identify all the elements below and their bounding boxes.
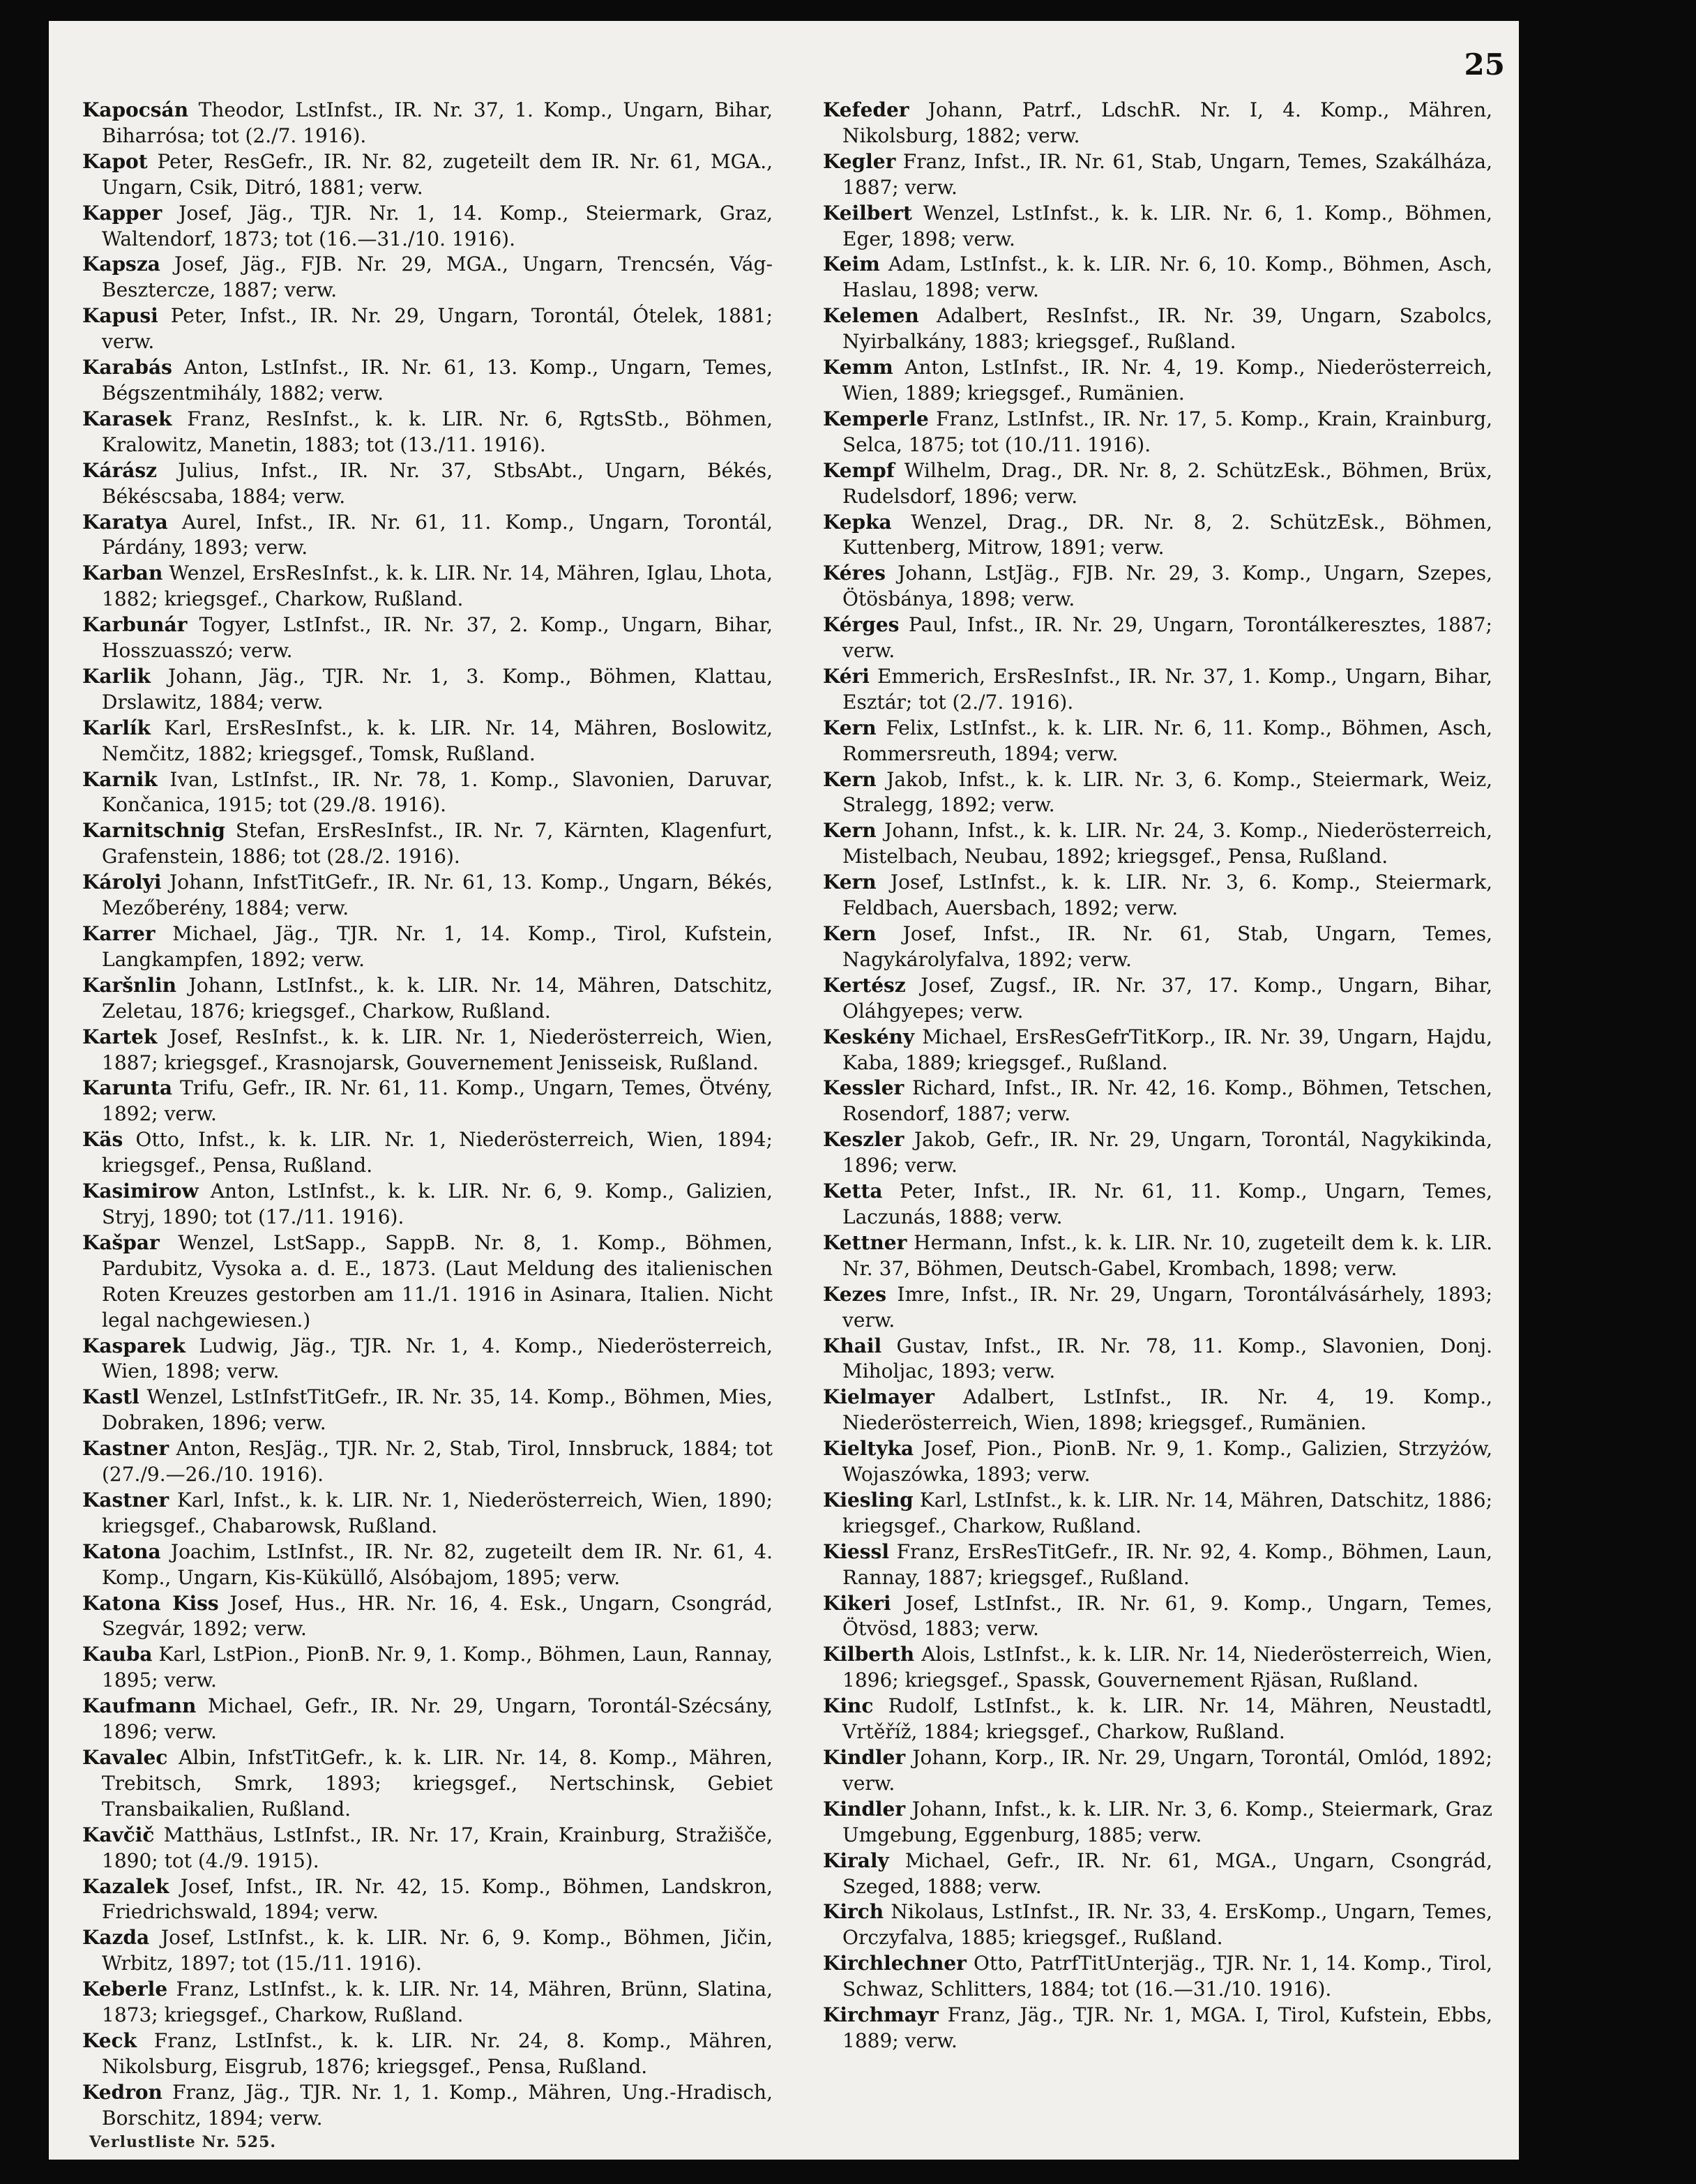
entry-surname: Khail <box>823 1334 882 1357</box>
entry-surname: Kemperle <box>823 407 929 430</box>
entry-surname: Karabás <box>82 356 172 379</box>
list-entry <box>823 407 1492 458</box>
list-entry <box>82 1127 773 1179</box>
entry-surname: Károlyi <box>82 871 162 894</box>
entry-surname: Keilbert <box>823 201 912 225</box>
entry-details: Ivan, LstInfst., IR. Nr. 78, 1. Komp., Slavonien, Daruvar, Končanica, 1915; tot (29./8. 1916). <box>102 767 773 817</box>
entry-details: Josef, Pion., PionB. Nr. 9, 1. Komp., Galizien, Strzyżów, Wojaszówka, 1893; verw. <box>842 1437 1492 1486</box>
list-entry <box>82 1179 773 1230</box>
entry-details: Josef, LstInfst., k. k. LIR. Nr. 6, 9. Komp., Böhmen, Jičin, Wrbitz, 1897; tot (15./11. 1916). <box>102 1926 773 1975</box>
list-entry <box>82 1539 773 1591</box>
list-entry <box>823 252 1492 303</box>
entry-surname: Kessler <box>823 1076 904 1100</box>
entry-details: Imre, Infst., IR. Nr. 29, Ungarn, Torontálvásárhely, 1893; verw. <box>842 1282 1492 1332</box>
entry-details: Aurel, Infst., IR. Nr. 61, 11. Komp., Ungarn, Torontál, Párdány, 1893; verw. <box>102 510 773 559</box>
entry-details: Wenzel, LstSapp., SappB. Nr. 8, 1. Komp., Böhmen, Pardubitz, Vysoka a. d. E., 1873. (Laut Meldung des italienischen Roten Kreuzes gestorben am 11./1. 1916 in Asinara, Italien. Nicht legal nachgewiesen.) <box>102 1230 773 1332</box>
list-entry <box>823 1694 1492 1745</box>
entry-details: Franz, Jäg., TJR. Nr. 1, MGA. I, Tirol, Kufstein, Ebbs, 1889; verw. <box>842 2003 1492 2052</box>
entry-surname: Karlík <box>82 716 151 739</box>
entry-surname: Kastner <box>82 1488 169 1512</box>
entry-surname: Keberle <box>82 1978 168 2001</box>
entry-surname: Kelemen <box>823 304 919 328</box>
entry-details: Wenzel, ErsResInfst., k. k. LIR. Nr. 14, Mähren, Iglau, Lhota, 1882; kriegsgef., Charkow, Rußland. <box>102 562 773 611</box>
list-entry <box>823 1848 1492 1900</box>
list-entry <box>823 1539 1492 1591</box>
entry-details: Joachim, LstInfst., IR. Nr. 82, zugeteilt dem IR. Nr. 61, 4. Komp., Ungarn, Kis-Küküllő, Alsóbajom, 1895; verw. <box>102 1539 773 1589</box>
list-entry <box>823 612 1492 664</box>
list-entry <box>823 716 1492 767</box>
entry-details: Nikolaus, LstInfst., IR. Nr. 33, 4. ErsKomp., Ungarn, Temes, Orczyfalva, 1885; kriegsgef., Rußland. <box>842 1900 1492 1950</box>
entry-details: Felix, LstInfst., k. k. LIR. Nr. 6, 11. Komp., Böhmen, Asch, Rommersreuth, 1894; verw. <box>842 716 1492 765</box>
entry-surname: Kirch <box>823 1900 884 1924</box>
entry-details: Johann, Infst., k. k. LIR. Nr. 24, 3. Komp., Niederösterreich, Mistelbach, Neubau, 1892; kriegsgef., Pensa, Rußland. <box>842 819 1492 868</box>
entry-surname: Kern <box>823 767 877 791</box>
entry-surname: Keck <box>82 2028 137 2052</box>
entry-surname: Kéri <box>823 664 870 688</box>
entry-details: Rudolf, LstInfst., k. k. LIR. Nr. 14, Mähren, Neustadtl, Vrtěříž, 1884; kriegsgef., Charkow, Rußland. <box>842 1694 1492 1744</box>
left-column <box>82 98 773 2132</box>
entry-details: Karl, LstPion., PionB. Nr. 9, 1. Komp., Böhmen, Laun, Rannay, 1895; verw. <box>102 1643 773 1692</box>
list-entry <box>823 1951 1492 2003</box>
list-entry <box>82 1925 773 1977</box>
entry-details: Josef, LstInfst., k. k. LIR. Nr. 3, 6. Komp., Steiermark, Feldbach, Auersbach, 1892; verw. <box>842 871 1492 920</box>
entry-surname: Kérges <box>823 613 900 637</box>
entry-surname: Kauba <box>82 1643 153 1666</box>
entry-details: Jakob, Infst., k. k. LIR. Nr. 3, 6. Komp., Steiermark, Weiz, Stralegg, 1892; verw. <box>842 767 1492 817</box>
list-entry <box>823 1745 1492 1797</box>
entry-details: Trifu, Gefr., IR. Nr. 61, 11. Komp., Ungarn, Temes, Ötvény, 1892; verw. <box>102 1076 773 1126</box>
entry-surname: Kirchlechner <box>823 1952 967 1975</box>
list-entry <box>82 303 773 355</box>
list-entry <box>823 1385 1492 1436</box>
entry-surname: Karunta <box>82 1076 173 1100</box>
entry-surname: Karbunár <box>82 613 188 637</box>
list-entry <box>82 2080 773 2132</box>
list-entry <box>82 561 773 612</box>
entry-details: Peter, Infst., IR. Nr. 61, 11. Komp., Ungarn, Temes, Laczunás, 1888; verw. <box>842 1180 1492 1228</box>
entry-details: Alois, LstInfst., k. k. LIR. Nr. 14, Niederösterreich, Wien, 1896; kriegsgef., Spassk, Gouvernement Rjäsan, Rußland. <box>842 1643 1492 1692</box>
entry-details: Josef, Infst., IR. Nr. 61, Stab, Ungarn, Temes, Nagykárolyfalva, 1892; verw. <box>842 922 1492 971</box>
list-entry <box>823 98 1492 149</box>
list-entry <box>82 2028 773 2080</box>
entry-details: Adalbert, LstInfst., IR. Nr. 4, 19. Komp., Niederösterreich, Wien, 1898; kriegsgef., Rumänien. <box>842 1385 1492 1435</box>
entry-surname: Kilberth <box>823 1643 915 1666</box>
list-entry <box>82 1591 773 1643</box>
entry-surname: Kéres <box>823 562 886 585</box>
list-entry <box>82 1823 773 1874</box>
entry-surname: Keskény <box>823 1025 915 1048</box>
entry-details: Josef, Jäg., TJR. Nr. 1, 14. Komp., Steiermark, Graz, Waltendorf, 1873; tot (16.—31./10. 1916). <box>102 201 773 250</box>
list-entry <box>823 561 1492 612</box>
entry-surname: Kemm <box>823 356 893 379</box>
entry-details: Emmerich, ErsResInfst., IR. Nr. 37, 1. Komp., Ungarn, Bihar, Esztár; tot (2./7. 1916). <box>842 664 1492 714</box>
entry-surname: Kindler <box>823 1746 906 1769</box>
entry-details: Stefan, ErsResInfst., IR. Nr. 7, Kärnten, Klagenfurt, Grafenstein, 1886; tot (28./2. 1916). <box>102 819 773 868</box>
list-entry <box>823 1127 1492 1179</box>
list-entry <box>82 973 773 1025</box>
entry-details: Albin, InfstTitGefr., k. k. LIR. Nr. 14, 8. Komp., Mähren, Trebitsch, Smrk, 1893; kriegsgef., Nertschinsk, Gebiet Transbaikalien, Rußland. <box>102 1746 773 1821</box>
entry-surname: Kertész <box>823 973 906 997</box>
entry-details: Franz, Infst., IR. Nr. 61, Stab, Ungarn, Temes, Szakálháza, 1887; verw. <box>842 149 1492 199</box>
entry-details: Johann, Patrf., LdschR. Nr. I, 4. Komp., Mähren, Nikolsburg, 1882; verw. <box>842 98 1492 147</box>
entry-details: Karl, LstInfst., k. k. LIR. Nr. 14, Mähren, Datschitz, 1886; kriegsgef., Charkow, Rußland. <box>842 1488 1492 1537</box>
entry-details: Josef, Jäg., FJB. Nr. 29, MGA., Ungarn, Trencsén, Vág-Besztercze, 1887; verw. <box>102 253 773 302</box>
entry-details: Anton, ResJäg., TJR. Nr. 2, Stab, Tirol, Innsbruck, 1884; tot (27./9.—26./10. 1916). <box>102 1437 773 1486</box>
list-entry <box>823 303 1492 355</box>
entry-details: Otto, Infst., k. k. LIR. Nr. 1, Niederösterreich, Wien, 1894; kriegsgef., Pensa, Rußland. <box>102 1128 773 1177</box>
entry-surname: Kazalek <box>82 1874 169 1898</box>
list-entry <box>82 201 773 253</box>
entry-details: Anton, LstInfst., IR. Nr. 61, 13. Komp., Ungarn, Temes, Bégszentmihály, 1882; verw. <box>102 356 773 405</box>
list-entry <box>82 252 773 303</box>
entry-surname: Kindler <box>823 1797 906 1821</box>
entry-surname: Karatya <box>82 510 168 534</box>
entry-surname: Kefeder <box>823 98 909 121</box>
entry-details: Johann, Korp., IR. Nr. 29, Ungarn, Torontál, Omlód, 1892; verw. <box>842 1746 1492 1795</box>
entry-surname: Karnik <box>82 767 158 791</box>
document-page <box>49 21 1519 2160</box>
entry-surname: Kaufmann <box>82 1694 197 1718</box>
entry-surname: Karban <box>82 562 163 585</box>
list-entry <box>82 1385 773 1436</box>
list-entry <box>82 612 773 664</box>
entry-details: Josef, Hus., HR. Nr. 16, 4. Esk., Ungarn, Csongrád, Szegvár, 1892; verw. <box>102 1591 773 1641</box>
entry-details: Michael, Gefr., IR. Nr. 29, Ungarn, Torontál-Szécsány, 1896; verw. <box>102 1694 773 1744</box>
page-number: 25 <box>1464 47 1505 82</box>
entry-surname: Kastl <box>82 1385 139 1409</box>
entry-surname: Kielmayer <box>823 1385 935 1409</box>
list-entry <box>823 201 1492 253</box>
list-entry <box>823 458 1492 510</box>
entry-surname: Kartek <box>82 1025 158 1048</box>
list-entry <box>823 1334 1492 1385</box>
list-entry <box>82 818 773 870</box>
entry-surname: Kieltyka <box>823 1437 914 1461</box>
entry-details: Josef, LstInfst., IR. Nr. 61, 9. Komp., Ungarn, Temes, Ötvösd, 1883; verw. <box>842 1591 1492 1641</box>
entry-details: Franz, ResInfst., k. k. LIR. Nr. 6, RgtsStb., Böhmen, Kralowitz, Manetin, 1883; tot (13./11. 1916). <box>102 407 773 456</box>
entry-details: Johann, InfstTitGefr., IR. Nr. 61, 13. Komp., Ungarn, Békés, Mezőberény, 1884; verw. <box>102 871 773 920</box>
entry-details: Julius, Infst., IR. Nr. 37, StbsAbt., Ungarn, Békés, Békéscsaba, 1884; verw. <box>102 458 773 508</box>
entry-details: Ludwig, Jäg., TJR. Nr. 1, 4. Komp., Niederösterreich, Wien, 1898; verw. <box>102 1334 773 1383</box>
footer-note: Verlustliste Nr. 525. <box>89 2133 277 2151</box>
entry-surname: Kern <box>823 716 877 739</box>
entry-surname: Käs <box>82 1128 123 1152</box>
list-entry <box>82 716 773 767</box>
entry-surname: Karnitschnig <box>82 819 225 843</box>
list-entry <box>82 1230 773 1334</box>
entry-surname: Kirchmayr <box>823 2003 939 2027</box>
entry-details: Togyer, LstInfst., IR. Nr. 37, 2. Komp., Ungarn, Bihar, Hosszuasszó; verw. <box>102 613 773 663</box>
entry-surname: Kepka <box>823 510 892 534</box>
entry-surname: Kegler <box>823 149 896 173</box>
list-entry <box>823 355 1492 407</box>
entry-surname: Kapocsán <box>82 98 189 121</box>
list-entry <box>82 1076 773 1127</box>
list-entry <box>823 1436 1492 1488</box>
entry-surname: Kiraly <box>823 1848 889 1872</box>
list-entry <box>82 1874 773 1926</box>
entry-surname: Kasparek <box>82 1334 186 1357</box>
list-entry <box>82 149 773 201</box>
entry-surname: Kiessl <box>823 1539 889 1563</box>
entry-surname: Karrer <box>82 922 156 945</box>
list-entry <box>82 355 773 407</box>
entry-surname: Kiesling <box>823 1488 914 1512</box>
list-entry <box>82 1745 773 1823</box>
list-entry <box>82 870 773 921</box>
entry-surname: Kavalec <box>82 1746 168 1769</box>
entry-surname: Kezes <box>823 1282 887 1306</box>
entry-details: Michael, Gefr., IR. Nr. 61, MGA., Ungarn, Csongrád, Szeged, 1888; verw. <box>842 1848 1492 1898</box>
list-entry <box>823 1025 1492 1076</box>
list-entry <box>823 664 1492 716</box>
list-entry <box>82 921 773 973</box>
right-column <box>823 98 1492 2054</box>
list-entry <box>82 1436 773 1488</box>
entry-details: Michael, Jäg., TJR. Nr. 1, 14. Komp., Tirol, Kufstein, Langkampfen, 1892; verw. <box>102 922 773 971</box>
list-entry <box>82 407 773 458</box>
entry-details: Anton, LstInfst., IR. Nr. 4, 19. Komp., Niederösterreich, Wien, 1889; kriegsgef., Rumänien. <box>842 356 1492 405</box>
list-entry <box>823 1282 1492 1334</box>
list-entry <box>82 98 773 149</box>
entry-details: Michael, ErsResGefrTitKorp., IR. Nr. 39, Ungarn, Hajdu, Kaba, 1889; kriegsgef., Rußland. <box>842 1025 1492 1074</box>
list-entry <box>82 1977 773 2028</box>
list-entry <box>823 921 1492 973</box>
entry-surname: Kazda <box>82 1926 150 1950</box>
list-entry <box>823 149 1492 201</box>
entry-surname: Kapusi <box>82 304 158 328</box>
entry-surname: Ketta <box>823 1180 883 1203</box>
list-entry <box>823 1230 1492 1282</box>
list-entry <box>82 1488 773 1539</box>
entry-surname: Kapot <box>82 149 148 173</box>
entry-details: Peter, ResGefr., IR. Nr. 82, zugeteilt dem IR. Nr. 61, MGA., Ungarn, Csik, Ditró, 1881; verw. <box>102 149 773 199</box>
entry-details: Theodor, LstInfst., IR. Nr. 37, 1. Komp., Ungarn, Bihar, Biharrósa; tot (2./7. 1916). <box>102 98 773 147</box>
list-entry <box>823 1642 1492 1694</box>
entry-details: Matthäus, LstInfst., IR. Nr. 17, Krain, Krainburg, Stražišče, 1890; tot (4./9. 1915). <box>102 1823 773 1872</box>
list-entry <box>82 458 773 510</box>
entry-details: Peter, Infst., IR. Nr. 29, Ungarn, Torontál, Ótelek, 1881; verw. <box>102 304 773 354</box>
entry-surname: Karšnlin <box>82 973 176 997</box>
entry-surname: Kapsza <box>82 253 160 276</box>
entry-details: Wenzel, Drag., DR. Nr. 8, 2. SchützEsk., Böhmen, Kuttenberg, Mitrow, 1891; verw. <box>842 510 1492 559</box>
entry-details: Josef, Zugsf., IR. Nr. 37, 17. Komp., Ungarn, Bihar, Oláhgyepes; verw. <box>842 973 1492 1023</box>
list-entry <box>82 1334 773 1385</box>
entry-details: Otto, PatrfTitUnterjäg., TJR. Nr. 1, 14. Komp., Tirol, Schwaz, Schlitters, 1884; tot (16.—31./10. 1916). <box>842 1952 1492 2001</box>
entry-details: Franz, Jäg., TJR. Nr. 1, 1. Komp., Mähren, Ung.-Hradisch, Borschitz, 1894; verw. <box>102 2080 773 2130</box>
entry-surname: Kern <box>823 871 877 894</box>
list-entry <box>82 767 773 819</box>
entry-details: Josef, Infst., IR. Nr. 42, 15. Komp., Böhmen, Landskron, Friedrichswald, 1894; verw. <box>102 1874 773 1924</box>
entry-surname: Kavčič <box>82 1823 155 1846</box>
list-entry <box>823 1488 1492 1539</box>
entry-surname: Katona Kiss <box>82 1591 219 1615</box>
entry-surname: Karlik <box>82 664 151 688</box>
entry-details: Wenzel, LstInfst., k. k. LIR. Nr. 6, 1. Komp., Böhmen, Eger, 1898; verw. <box>842 201 1492 250</box>
entry-surname: Kern <box>823 819 877 843</box>
entry-details: Paul, Infst., IR. Nr. 29, Ungarn, Torontálkeresztes, 1887; verw. <box>842 613 1492 663</box>
entry-details: Karl, Infst., k. k. LIR. Nr. 1, Niederösterreich, Wien, 1890; kriegsgef., Chabarowsk, Rußland. <box>102 1488 773 1537</box>
entry-surname: Kastner <box>82 1437 169 1461</box>
entry-surname: Karasek <box>82 407 172 430</box>
list-entry <box>823 1076 1492 1127</box>
entry-surname: Kern <box>823 922 877 945</box>
list-entry <box>82 510 773 562</box>
entry-details: Richard, Infst., IR. Nr. 42, 16. Komp., Böhmen, Tetschen, Rosendorf, 1887; verw. <box>842 1076 1492 1126</box>
entry-surname: Kasimirow <box>82 1180 199 1203</box>
list-entry <box>82 664 773 716</box>
entry-details: Gustav, Infst., IR. Nr. 78, 11. Komp., Slavonien, Donj. Miholjac, 1893; verw. <box>842 1334 1492 1383</box>
entry-details: Wenzel, LstInfstTitGefr., IR. Nr. 35, 14. Komp., Böhmen, Mies, Dobraken, 1896; verw. <box>102 1385 773 1435</box>
entry-details: Johann, LstInfst., k. k. LIR. Nr. 14, Mähren, Datschitz, Zeletau, 1876; kriegsgef., Charkow, Rußland. <box>102 973 773 1023</box>
list-entry <box>823 1899 1492 1951</box>
list-entry <box>82 1642 773 1694</box>
list-entry <box>823 2003 1492 2054</box>
entry-details: Johann, Infst., k. k. LIR. Nr. 3, 6. Komp., Steiermark, Graz Umgebung, Eggenburg, 1885; verw. <box>842 1797 1492 1846</box>
entry-surname: Kempf <box>823 458 895 482</box>
entry-details: Hermann, Infst., k. k. LIR. Nr. 10, zugeteilt dem k. k. LIR. Nr. 37, Böhmen, Deutsch-Gabel, Krombach, 1898; verw. <box>842 1230 1492 1280</box>
entry-surname: Kettner <box>823 1230 907 1254</box>
entry-details: Jakob, Gefr., IR. Nr. 29, Ungarn, Torontál, Nagykikinda, 1896; verw. <box>842 1128 1492 1177</box>
list-entry <box>82 1694 773 1745</box>
list-entry <box>823 1797 1492 1848</box>
entry-surname: Kárász <box>82 458 158 482</box>
entry-details: Adalbert, ResInfst., IR. Nr. 39, Ungarn, Szabolcs, Nyirbalkány, 1883; kriegsgef., Rußland. <box>842 304 1492 354</box>
entry-details: Josef, ResInfst., k. k. LIR. Nr. 1, Niederösterreich, Wien, 1887; kriegsgef., Krasnojarsk, Gouvernement Jenisseisk, Rußland. <box>102 1025 773 1074</box>
list-entry <box>823 973 1492 1025</box>
entry-details: Adam, LstInfst., k. k. LIR. Nr. 6, 10. Komp., Böhmen, Asch, Haslau, 1898; verw. <box>842 253 1492 302</box>
entry-surname: Kikeri <box>823 1591 891 1615</box>
entry-details: Franz, ErsResTitGefr., IR. Nr. 92, 4. Komp., Böhmen, Laun, Rannay, 1887; kriegsgef., Rußland. <box>842 1539 1492 1589</box>
entry-details: Franz, LstInfst., k. k. LIR. Nr. 14, Mähren, Brünn, Slatina, 1873; kriegsgef., Charkow, Rußland. <box>102 1978 773 2027</box>
entry-surname: Kinc <box>823 1694 874 1718</box>
entry-details: Franz, LstInfst., IR. Nr. 17, 5. Komp., Krain, Krainburg, Selca, 1875; tot (10./11. 1916). <box>842 407 1492 456</box>
list-entry <box>823 818 1492 870</box>
entry-surname: Kedron <box>82 2080 162 2104</box>
entry-details: Karl, ErsResInfst., k. k. LIR. Nr. 14, Mähren, Boslowitz, Nemčitz, 1882; kriegsgef., Tomsk, Rußland. <box>102 716 773 765</box>
list-entry <box>823 767 1492 819</box>
list-entry <box>823 1179 1492 1230</box>
entry-details: Johann, Jäg., TJR. Nr. 1, 3. Komp., Böhmen, Klattau, Drslawitz, 1884; verw. <box>102 664 773 714</box>
entry-surname: Katona <box>82 1539 161 1563</box>
list-entry <box>82 1025 773 1076</box>
entry-details: Wilhelm, Drag., DR. Nr. 8, 2. SchützEsk., Böhmen, Brüx, Rudelsdorf, 1896; verw. <box>842 458 1492 508</box>
entry-details: Johann, LstJäg., FJB. Nr. 29, 3. Komp., Ungarn, Szepes, Ötösbánya, 1898; verw. <box>842 562 1492 611</box>
entry-surname: Kašpar <box>82 1230 160 1254</box>
list-entry <box>823 1591 1492 1643</box>
list-entry <box>823 870 1492 921</box>
entry-surname: Keszler <box>823 1128 904 1152</box>
entry-details: Franz, LstInfst., k. k. LIR. Nr. 24, 8. Komp., Mähren, Nikolsburg, Eisgrub, 1876; kriegsgef., Pensa, Rußland. <box>102 2028 773 2078</box>
entry-surname: Keim <box>823 253 880 276</box>
entry-surname: Kapper <box>82 201 162 225</box>
entry-details: Anton, LstInfst., k. k. LIR. Nr. 6, 9. Komp., Galizien, Stryj, 1890; tot (17./11. 1916). <box>102 1180 773 1228</box>
list-entry <box>823 510 1492 562</box>
